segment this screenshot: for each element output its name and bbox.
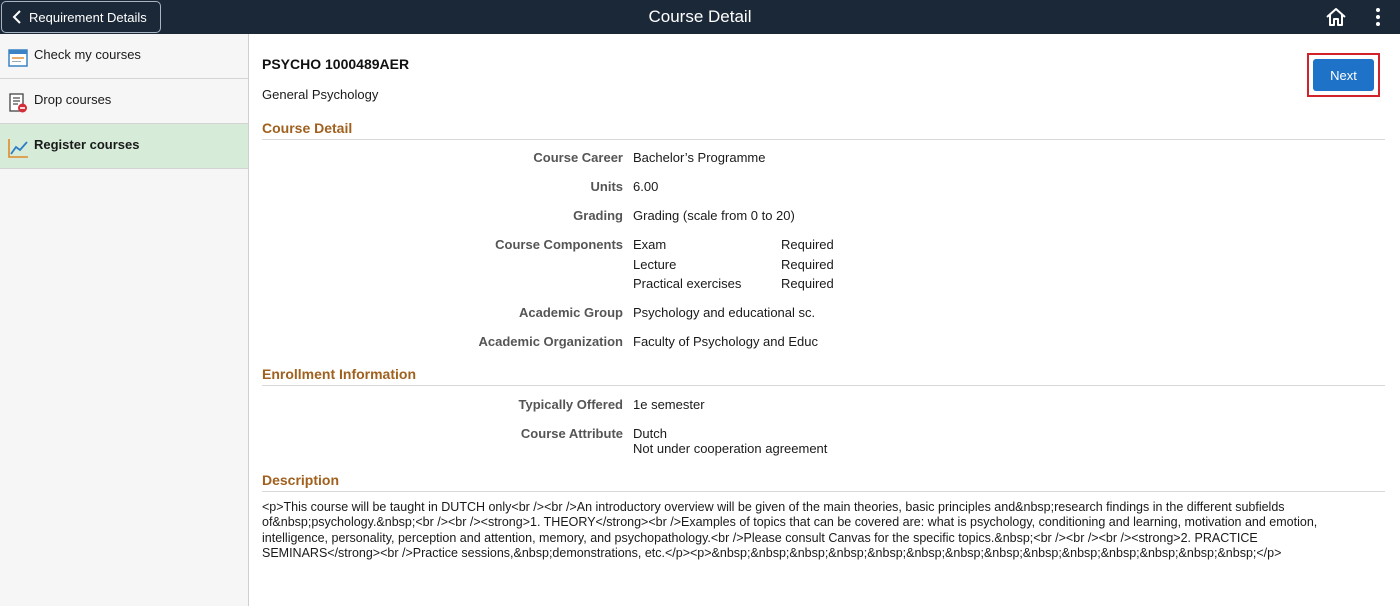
component-row [633, 257, 933, 277]
field-value: 6.00 [633, 179, 659, 194]
chevron-left-icon [12, 10, 22, 24]
sidebar-item-drop-courses[interactable] [0, 79, 248, 124]
page-title: Course Detail [648, 7, 752, 26]
section-enrollment: Enrollment Information [262, 366, 1385, 386]
field-label: Course Components [495, 237, 623, 252]
home-icon[interactable] [1325, 6, 1347, 28]
field-label: Grading [573, 208, 623, 223]
next-button[interactable]: Next [1313, 59, 1374, 91]
back-button[interactable] [1, 1, 161, 33]
sidebar-item-register-courses[interactable] [0, 124, 248, 169]
component-name: Exam [633, 237, 667, 252]
sidebar-item-check-my-courses[interactable] [0, 34, 248, 79]
sidebar-item-label: Drop courses [34, 92, 112, 107]
components-list [633, 237, 933, 296]
field-value: Psychology and educational sc. [633, 305, 816, 320]
description-text: <p>This course will be taught in DUTCH only<br /><br />An introductory overview will be given of the main theories, basic principles and&nbsp;research findings in the different subfields of&nbsp;psychology.&nbsp;<br /><br /><strong>1. THEORY</strong><br />Examples of topics that can be covered are: what is psychology, conditioning and learning, motivation and emotion, intelligence, personality, perception and attention, memory, and psychopathology.<br />Please consult Canvas for the specific topics.&nbsp;<br /><br /><br /><strong>2. PRACTICE SEMINARS</strong><br />Practice sessions,&nbsp;demonstrations, etc.</p><p>&nbsp;&nbsp;&nbsp;&nbsp;&nbsp;&nbsp;&nbsp;&nbsp;&nbsp;&nbsp;&nbsp;&nbsp;&nbsp;&nbsp;</p> [262, 500, 1318, 560]
back-button-label: Requirement Details [29, 9, 147, 25]
component-status: Required [781, 276, 834, 291]
field-label: Typically Offered [518, 397, 623, 412]
next-button-highlight [1307, 53, 1380, 97]
course-name: General Psychology [262, 87, 379, 102]
component-row [633, 276, 933, 296]
field-label: Academic Group [518, 305, 623, 320]
sidebar-item-label: Register courses [34, 137, 140, 152]
section-course-detail: Course Detail [262, 120, 1385, 140]
field-label: Course Attribute [520, 426, 623, 441]
sidebar [0, 34, 249, 606]
course-code: PSYCHO 1000489AER [262, 56, 410, 72]
sidebar-item-label: Check my courses [34, 47, 141, 62]
component-row [633, 237, 933, 257]
field-label: Academic Organization [478, 334, 623, 349]
field-label: Units [590, 179, 623, 194]
drop-list-icon [7, 92, 29, 114]
component-name: Practical exercises [633, 276, 742, 291]
more-options-icon[interactable] [1370, 6, 1386, 28]
component-name: Lecture [633, 256, 677, 272]
field-label: Course Career [533, 150, 623, 165]
field-value: Grading (scale from 0 to 20) [633, 208, 795, 223]
field-value: Dutch [633, 426, 667, 441]
component-status: Required [781, 256, 834, 272]
chart-line-icon [7, 137, 29, 159]
component-status: Required [781, 237, 834, 252]
field-value: 1e semester [633, 397, 705, 412]
section-description: Description [262, 472, 1385, 492]
calendar-icon [7, 47, 29, 69]
main-content [250, 34, 1400, 606]
top-bar [0, 0, 1400, 34]
field-value: Not under cooperation agreement [633, 441, 828, 456]
field-value: Faculty of Psychology and Educ [633, 334, 818, 349]
field-value: Bachelor’s Programme [633, 150, 766, 165]
